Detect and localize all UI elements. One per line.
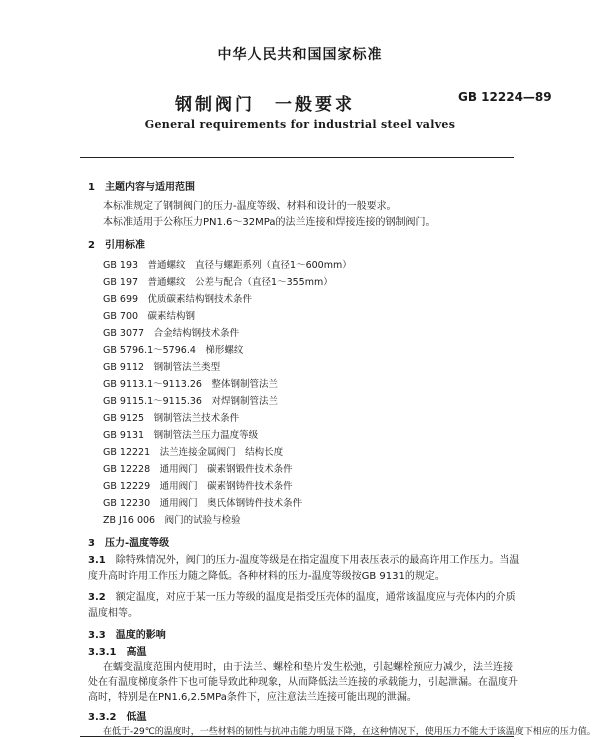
reference-item	[103, 257, 352, 271]
reference-code: GB 700	[103, 311, 139, 322]
reference-title: 钢制管法兰技术条件	[153, 413, 240, 424]
clause-3-3-2-text: 在低于-29℃的温度时，一些材料的韧性与抗冲击能力明显下降，在这种情况下，使用压力不能大于该温度下相应的压力值。	[103, 727, 596, 737]
reference-title: 钢制管法兰压力温度等级	[153, 430, 259, 441]
reference-title: 通用阀门 碳素钢锻件技术条件	[159, 464, 293, 475]
section-1-paragraph-1: 本标准规定了钢制阀门的压力-温度等级、材料和设计的一般要求。	[103, 201, 397, 212]
section-3-heading: 3 压力-温度等级	[88, 538, 170, 549]
reference-item	[103, 478, 293, 492]
reference-title: 通用阀门 碳素钢铸件技术条件	[159, 481, 293, 492]
reference-code: GB 699	[103, 294, 139, 305]
english-title: General requirements for industrial steel valves	[144, 118, 456, 131]
reference-code: GB 9113.1～9113.26	[103, 379, 202, 390]
reference-title: 整体钢制管法兰	[211, 379, 278, 390]
reference-code: GB 193	[103, 260, 139, 271]
reference-title: 优质碳素结构钢技术条件	[147, 294, 253, 305]
reference-code: GB 12229	[103, 481, 151, 492]
reference-item	[103, 291, 252, 305]
clause-3-2-number: 3.2	[88, 592, 106, 603]
clause-3-3-2-heading: 3.3.2 低温	[88, 712, 147, 723]
reference-item	[103, 512, 241, 526]
reference-code: ZB J16 006	[103, 515, 156, 526]
reference-title: 梯形螺纹	[205, 345, 244, 356]
reference-code: GB 12230	[103, 498, 151, 509]
reference-title: 法兰连接金属阀门 结构长度	[159, 447, 284, 458]
reference-item	[103, 393, 278, 407]
reference-code: GB 3077	[103, 328, 145, 339]
reference-code: GB 197	[103, 277, 139, 288]
reference-code: GB 5796.1～5796.4	[103, 345, 196, 356]
reference-title: 钢制管法兰类型	[153, 362, 221, 373]
reference-item	[103, 342, 243, 356]
reference-title: 阀门的试验与检验	[164, 515, 241, 526]
section-1-heading: 1 主题内容与适用范围	[88, 182, 195, 193]
reference-title: 通用阀门 奥氏体钢铸件技术条件	[159, 498, 303, 509]
reference-title: 碳素结构钢	[147, 311, 196, 322]
reference-code: GB 12228	[103, 464, 151, 475]
reference-item	[103, 376, 278, 390]
reference-item	[103, 325, 239, 339]
reference-item	[103, 274, 333, 288]
standard-number: GB 12224—89	[458, 90, 552, 104]
document-title: 钢制阀门 一般要求	[175, 95, 355, 115]
clause-3-1-number: 3.1	[88, 555, 106, 566]
reference-item	[103, 359, 220, 373]
reference-title: 普通螺纹 直径与螺距系列（直径1～600mm）	[147, 260, 352, 271]
header-divider	[80, 157, 514, 158]
reference-item	[103, 444, 283, 458]
standard-organization: 中华人民共和国国家标准	[217, 47, 383, 63]
section-1-paragraph-2: 本标准适用于公称压力PN1.6～32MPa的法兰连接和焊接连接的钢制阀门。	[103, 217, 436, 228]
reference-title: 合金结构钢技术条件	[153, 328, 240, 339]
reference-code: GB 9112	[103, 362, 145, 373]
reference-code: GB 12221	[103, 447, 151, 458]
clause-3-3-1-text: 在蠕变温度范围内使用时，由于法兰、螺栓和垫片发生松弛，引起螺栓预应力减少，法兰连接处在有温度梯度条件下也可能导致此种现象，从而降低法兰连接的承载能力，引起泄漏。在温度升高时，特别是在PN1.6,2.5MPa条件下，应注意法兰连接可能出现的泄漏。	[88, 662, 518, 703]
reference-code: GB 9115.1～9115.36	[103, 396, 202, 407]
reference-item	[103, 410, 239, 424]
clause-3-1-text: 除特殊情况外，阀门的压力-温度等级是在指定温度下用表压表示的最高许用工作压力。当温度升高时许用工作压力随之降低。各种材料的压力-温度等级按GB 9131的规定。	[88, 555, 520, 582]
reference-code: GB 9131	[103, 430, 145, 441]
reference-item	[103, 495, 302, 509]
reference-title: 普通螺纹 公差与配合（直径1～355mm）	[147, 277, 333, 288]
section-2-heading: 2 引用标准	[88, 240, 145, 251]
reference-code: GB 9125	[103, 413, 145, 424]
reference-item	[103, 308, 195, 322]
clause-3-3-1-heading: 3.3.1 高温	[88, 647, 147, 658]
reference-item	[103, 461, 293, 475]
clause-3-1	[88, 553, 520, 585]
clause-3-2-text: 额定温度，对应于某一压力等级的温度是指受压壳体的温度，通常该温度应与壳体内的介质温度相等。	[88, 592, 516, 619]
reference-item	[103, 427, 258, 441]
clause-3-2	[88, 590, 520, 622]
reference-title: 对焊钢制管法兰	[211, 396, 278, 407]
footer-divider	[80, 736, 514, 737]
clause-3-3-heading: 3.3 温度的影响	[88, 630, 166, 641]
